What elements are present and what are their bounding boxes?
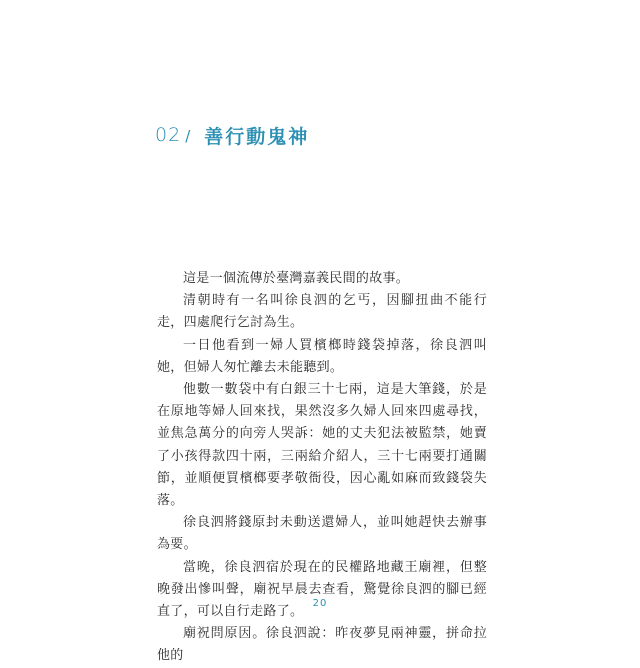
paragraph-3: 一日他看到一婦人買檳榔時錢袋掉落，徐良泗叫她，但婦人匆忙離去未能聽到。 xyxy=(157,337,487,375)
paragraph-5: 徐良泗將錢原封未動送還婦人，並叫她趕快去辦事為要。 xyxy=(157,515,487,553)
paragraph-6: 當晚，徐良泗宿於現在的民權路地藏王廟裡，但整晚發出慘叫聲，廟祝早晨去查看，驚覺徐良泗的腳已經直了，可以自行走路了。 xyxy=(157,559,487,620)
paragraph-2: 清朝時有一名叫徐良泗的乞丐，因腳扭曲不能行走，四處爬行乞討為生。 xyxy=(157,293,487,331)
chapter-separator: / xyxy=(185,127,191,145)
paragraph-1: 這是一個流傳於臺灣嘉義民間的故事。 xyxy=(183,271,410,286)
chapter-number: 02 xyxy=(155,124,182,146)
paragraph-7: 廟祝問原因。徐良泗說：昨夜夢見兩神靈，拼命拉他的 xyxy=(157,626,487,664)
paragraph-4: 他數一數袋中有白銀三十七兩，這是大筆錢，於是在原地等婦人回來找，果然沒多久婦人回來四處尋找，並焦急萬分的向旁人哭訴：她的丈夫犯法被監禁，她賣了小孩得款四十兩，三兩給介紹人，三十七兩要打通關節，並順便買檳榔要孝敬衙役，因心亂如麻而致錢袋失落。 xyxy=(157,382,487,509)
chapter-title: 善行動鬼神 xyxy=(204,125,310,148)
chapter-heading xyxy=(155,117,309,153)
page-number: 20 xyxy=(312,598,328,609)
